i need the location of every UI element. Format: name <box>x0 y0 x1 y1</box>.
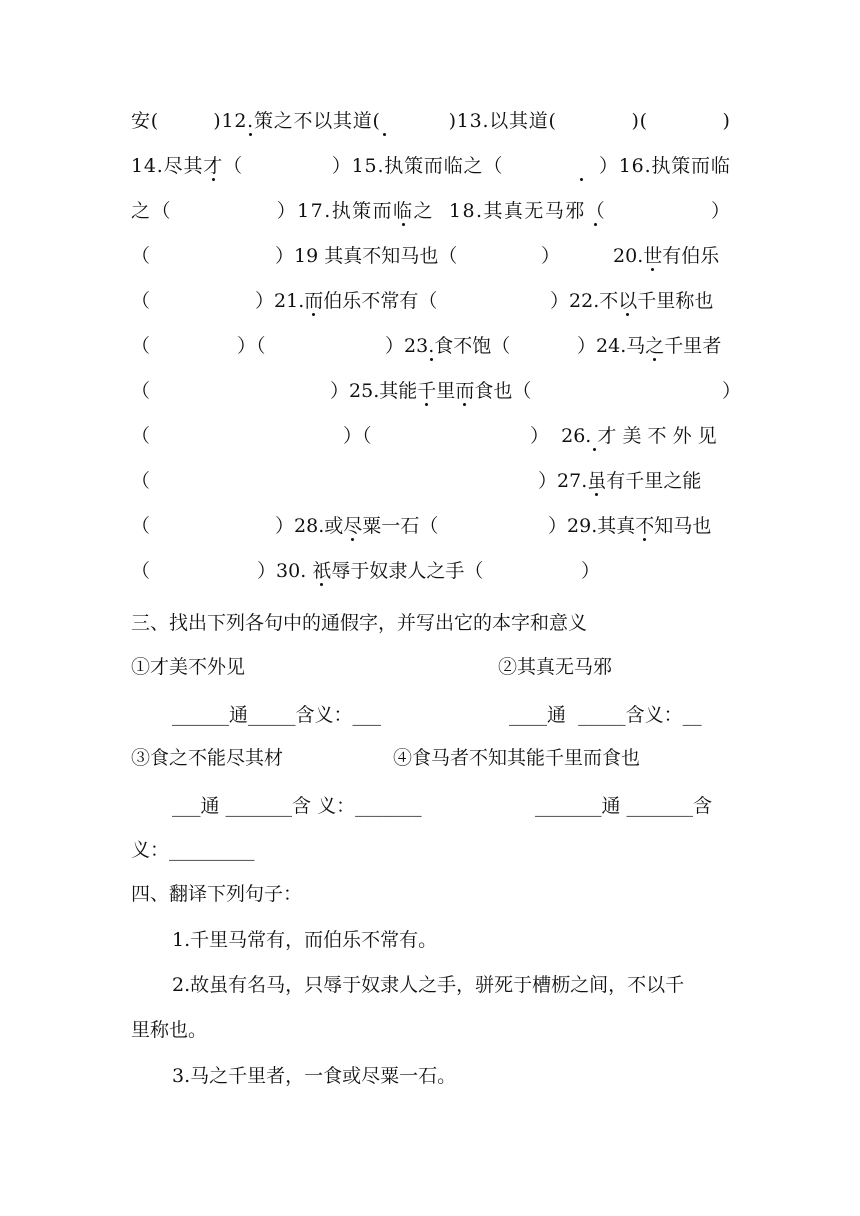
line-segment: ）30. 祇辱于奴隶人之手（ <box>257 560 484 582</box>
translate-sentence-3-row <box>0 1061 860 1091</box>
answer-blank-2[interactable]: ____通 _____含义：__ <box>509 704 702 726</box>
section-3-questions-3-4 <box>0 743 860 773</box>
translate-sentence-1-row <box>0 925 860 955</box>
section-3-questions-1-2 <box>0 652 860 682</box>
translate-sentence-2: 2.故虽有名马，只辱于奴隶人之手，骈死于槽枥之间，不以千 <box>172 974 685 996</box>
answer-blank-1[interactable]: ______通_____含义：___ <box>172 704 382 726</box>
translate-sentence-2-cont: 里称也。 <box>131 1019 208 1041</box>
question-3: ③食之不能尽其材 <box>131 747 284 769</box>
answer-blank-4[interactable]: _______通 _______含 <box>535 795 713 817</box>
line-segment: （ <box>131 515 151 537</box>
line-segment: ）22.不以千里称也 <box>550 290 714 312</box>
emphasis-dot-char: 而 <box>304 290 324 312</box>
line-segment: ）（ <box>237 335 266 357</box>
line-segment: ） <box>541 245 561 267</box>
blank-line-10 <box>0 511 860 541</box>
answer-blank-4-cont[interactable]: 义：_________ <box>131 839 255 861</box>
emphasis-dot-char: 才 <box>203 155 224 177</box>
emphasis-dot-char: （ <box>585 200 607 222</box>
blank-line-3 <box>0 196 860 226</box>
emphasis-dot-char: . <box>247 110 254 132</box>
line-segment: ）21.而伯乐不常有（ <box>255 290 438 312</box>
section-3-heading-row <box>0 608 860 638</box>
blank-line-11 <box>0 556 860 586</box>
translate-sentence-2-row <box>0 970 860 1000</box>
line-segment: ） 26. 才 美 不 外 见 <box>530 425 717 447</box>
line-segment: （ <box>131 425 151 447</box>
line-segment: 20.世有伯乐 <box>613 245 720 267</box>
blank-line-8 <box>0 421 860 451</box>
line-segment: ）（ <box>343 425 372 447</box>
line-segment: （ <box>131 290 151 312</box>
translate-sentence-1: 1.千里马常有，而伯乐不常有。 <box>172 929 438 951</box>
answer-blank-3[interactable]: ___通 _______含 义：_______ <box>172 795 422 817</box>
line-segment: ）24.马之千里者 <box>577 335 722 357</box>
emphasis-dot-char: 不 <box>635 515 655 537</box>
line-segment: （ <box>131 245 151 267</box>
question-1: ①才美不外见 <box>131 656 246 678</box>
emphasis-dot-char: 世 <box>643 245 663 267</box>
blank-line-2 <box>0 151 860 181</box>
section-4-heading: 四、翻译下列句子： <box>131 883 303 905</box>
emphasis-dot-char: 祇 <box>312 560 332 582</box>
line-segment: （ <box>131 560 151 582</box>
section-4-heading-row <box>0 879 860 909</box>
emphasis-dot-char: 之 <box>645 335 665 357</box>
blank-line-1 <box>0 106 860 136</box>
line-segment: ）29.其真不知马也 <box>548 515 712 537</box>
emphasis-dot-char: 尽 <box>343 515 363 537</box>
emphasis-dot-char: . <box>428 335 435 357</box>
answer-row-4-cont <box>0 835 860 865</box>
section-3-heading: 三、找出下列各句中的通假字，并写出它的本字和意义 <box>131 612 588 634</box>
blank-line-9 <box>0 466 860 496</box>
line-segment: ） <box>581 560 601 582</box>
emphasis-dot-char: 虽 <box>587 470 607 492</box>
emphasis-dot-char: 临 <box>393 200 414 222</box>
emphasis-dot-char <box>578 155 585 177</box>
line-segment: ）28.或尽粟一石（ <box>275 515 439 537</box>
question-4: ④食马者不知其能千里而食也 <box>393 747 641 769</box>
emphasis-dot-char <box>591 425 597 447</box>
line-segment: ）25.其能千里而食也（ <box>330 380 532 402</box>
blank-line-6 <box>0 331 860 361</box>
blank-line-7 <box>0 376 860 406</box>
line-segment: ）27.虽有千里之能 <box>538 470 702 492</box>
line-segment: （ <box>131 380 151 402</box>
emphasis-dot-char: 千 <box>417 380 437 402</box>
question-2: ②其真无马邪 <box>498 656 613 678</box>
answer-row-3-4 <box>0 791 860 821</box>
line-segment: （ <box>131 335 151 357</box>
line-segment: ）19 其真不知马也（ <box>275 245 458 267</box>
blank-line-4 <box>0 241 860 271</box>
blank-line-5 <box>0 286 860 316</box>
answer-row-1-2 <box>0 700 860 730</box>
line-segment: 安( )12.策之不以其道( )13.以其道( )( ) <box>131 110 731 132</box>
emphasis-dot-char: 而 <box>455 380 475 402</box>
translate-sentence-2-cont-row <box>0 1015 860 1045</box>
emphasis-dot-char: 以 <box>618 290 638 312</box>
line-segment: 14.尽其才（ ）15.执策而临之（ ）16.执策而临 <box>131 155 731 177</box>
emphasis-dot-char <box>381 110 388 132</box>
line-segment: （ <box>131 470 151 492</box>
line-segment: ） <box>722 380 742 402</box>
line-segment: 之（ ）17.执策而临之 18.其真无马邪（ ） <box>131 200 732 222</box>
translate-sentence-3: 3.马之千里者，一食或尽粟一石。 <box>172 1065 457 1087</box>
line-segment: ）23.食不饱（ <box>385 335 511 357</box>
